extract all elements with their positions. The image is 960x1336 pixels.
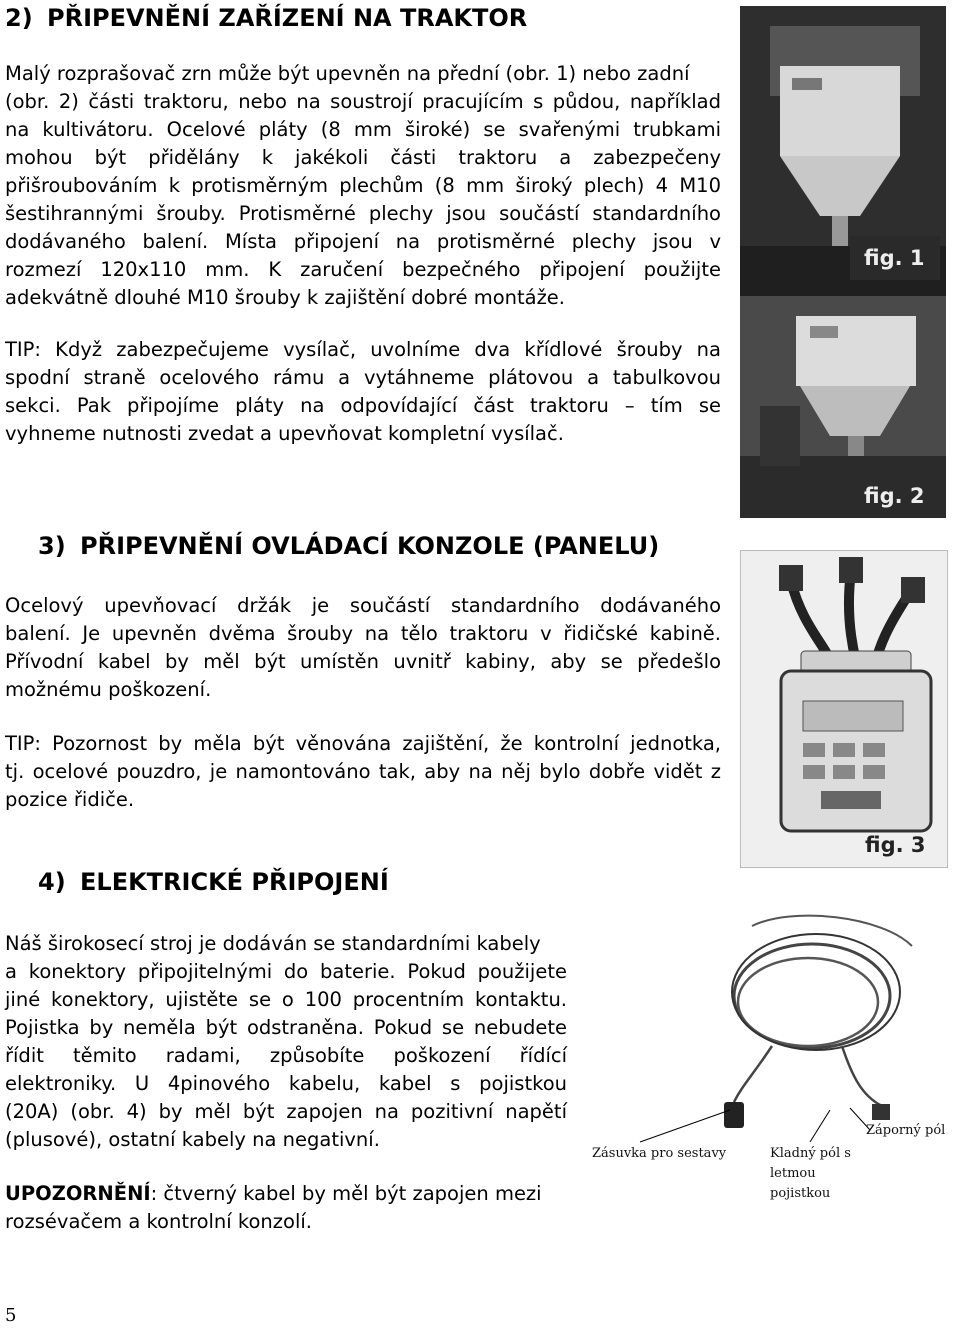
section-2-line-3: na kultivátoru. Ocelové pláty (8 mm široké) se svařenými trubkami [5, 118, 721, 141]
fig4-caption-positive-2: letmou [770, 1166, 816, 1181]
figure-1-label: fig. 1 [864, 246, 925, 270]
section-3-line-1: Ocelový upevňovací držák je součástí standardního dodávaného [5, 594, 721, 617]
section-3-line-2: balení. Je upevněn dvěma šrouby na tělo traktoru v řidičské kabině. [5, 622, 721, 645]
section-4-line-4: Pojistka by neměla být odstraněna. Pokud se nebudete [5, 1016, 567, 1039]
section-2-tip-line-4: vyhneme nutnosti zvedat a upevňovat kompletní vysílač. [5, 422, 564, 445]
section-4-number: 4) [38, 868, 66, 896]
section-4-line-2: a konektory připojitelnými do baterie. Pokud použijete [5, 960, 567, 983]
section-3-number: 3) [38, 532, 66, 560]
section-2-line-2: (obr. 2) části traktoru, nebo na soustrojí pracujícím s půdou, například [5, 90, 721, 113]
section-2-line-5: přišroubováním k protisměrným plechům (8 mm široký plech) 4 M10 [5, 174, 721, 197]
section-2-line-4: mohou být přidělány k jakékoli části traktoru a zabezpečeny [5, 146, 721, 169]
section-2-title: PŘIPEVNĚNÍ ZAŘÍZENÍ NA TRAKTOR [47, 4, 528, 32]
section-4-line-1: Náš širokosecí stroj je dodáván se standardními kabely [5, 932, 541, 955]
section-3-line-3: Přívodní kabel by měl být umístěn uvnitř kabiny, aby se předešlo [5, 650, 721, 673]
section-4-title: ELEKTRICKÉ PŘIPOJENÍ [80, 868, 389, 896]
figure-3-photo [740, 550, 948, 868]
section-3-tip-line-1: TIP: Pozornost by měla být věnována zajištění, že kontrolní jednotka, [5, 732, 721, 755]
figure-1-photo [740, 6, 946, 296]
section-4-line-6: elektroniky. U 4pinového kabelu, kabel s pojistkou [5, 1072, 567, 1095]
warning-text: : čtverný kabel by měl být zapojen mezi [150, 1182, 542, 1205]
figure-3-label: fig. 3 [865, 833, 926, 857]
section-2-line-7: dodávaného balení. Místa připojení na protisměrné plechy jsou v [5, 230, 721, 253]
page-number: 5 [5, 1305, 17, 1326]
figure-2-photo [740, 296, 946, 518]
section-2-tip-line-3: sekci. Pak připojíme pláty na odpovídající část traktoru – tím se [5, 394, 721, 417]
section-2-line-1: Malý rozprašovač zrn může být upevněn na přední (obr. 1) nebo zadní [5, 62, 690, 85]
fig4-caption-positive-1: Kladný pól s [770, 1146, 851, 1161]
section-4-line-7: (20A) (obr. 4) by měl být zapojen na pozitivní napětí [5, 1100, 567, 1123]
section-4-line-5: řídit těmito radami, způsobíte poškození řídící [5, 1044, 567, 1067]
section-4-warning-line-2: rozsévačem a kontrolní konzolí. [5, 1210, 312, 1233]
fig4-caption-negative: Záporný pól [866, 1123, 946, 1138]
section-4-line-8: (plusové), ostatní kabely na negativní. [5, 1128, 380, 1151]
section-2-tip-line-1: TIP: Když zabezpečujeme vysílač, uvolníme dva křídlové šrouby na [5, 338, 721, 361]
section-2-line-6: šestihrannými šrouby. Protisměrné plechy jsou součástí standardního [5, 202, 721, 225]
section-4-heading [38, 868, 389, 896]
section-4-line-3: jiné konektory, ujistěte se o 100 procentním kontaktu. [5, 988, 567, 1011]
section-3-tip-line-2: tj. ocelové pouzdro, je namontováno tak, aby na něj bylo dobře vidět z [5, 760, 721, 783]
figure-2-label: fig. 2 [864, 484, 925, 508]
warning-label: UPOZORNĚNÍ [5, 1182, 151, 1205]
section-2-heading [5, 4, 527, 32]
section-4-warning [5, 1180, 567, 1208]
section-3-heading [38, 532, 659, 560]
section-3-tip-line-3: pozice řidiče. [5, 788, 135, 811]
section-2-line-9: adekvátně dlouhé M10 šrouby k zajištění dobré montáže. [5, 286, 566, 309]
section-3-line-4: možnému poškození. [5, 678, 212, 701]
section-3-title: PŘIPEVNĚNÍ OVLÁDACÍ KONZOLE (PANELU) [80, 532, 660, 560]
section-2-tip-line-2: spodní straně ocelového rámu a vytáhneme plátovou a tabulkovou [5, 366, 721, 389]
fig4-caption-positive-3: pojistkou [770, 1186, 831, 1201]
fig4-caption-socket: Zásuvka pro sestavy [592, 1146, 727, 1161]
section-2-number: 2) [5, 4, 33, 32]
section-2-line-8: rozmezí 120x110 mm. K zaručení bezpečného připojení použijte [5, 258, 721, 281]
